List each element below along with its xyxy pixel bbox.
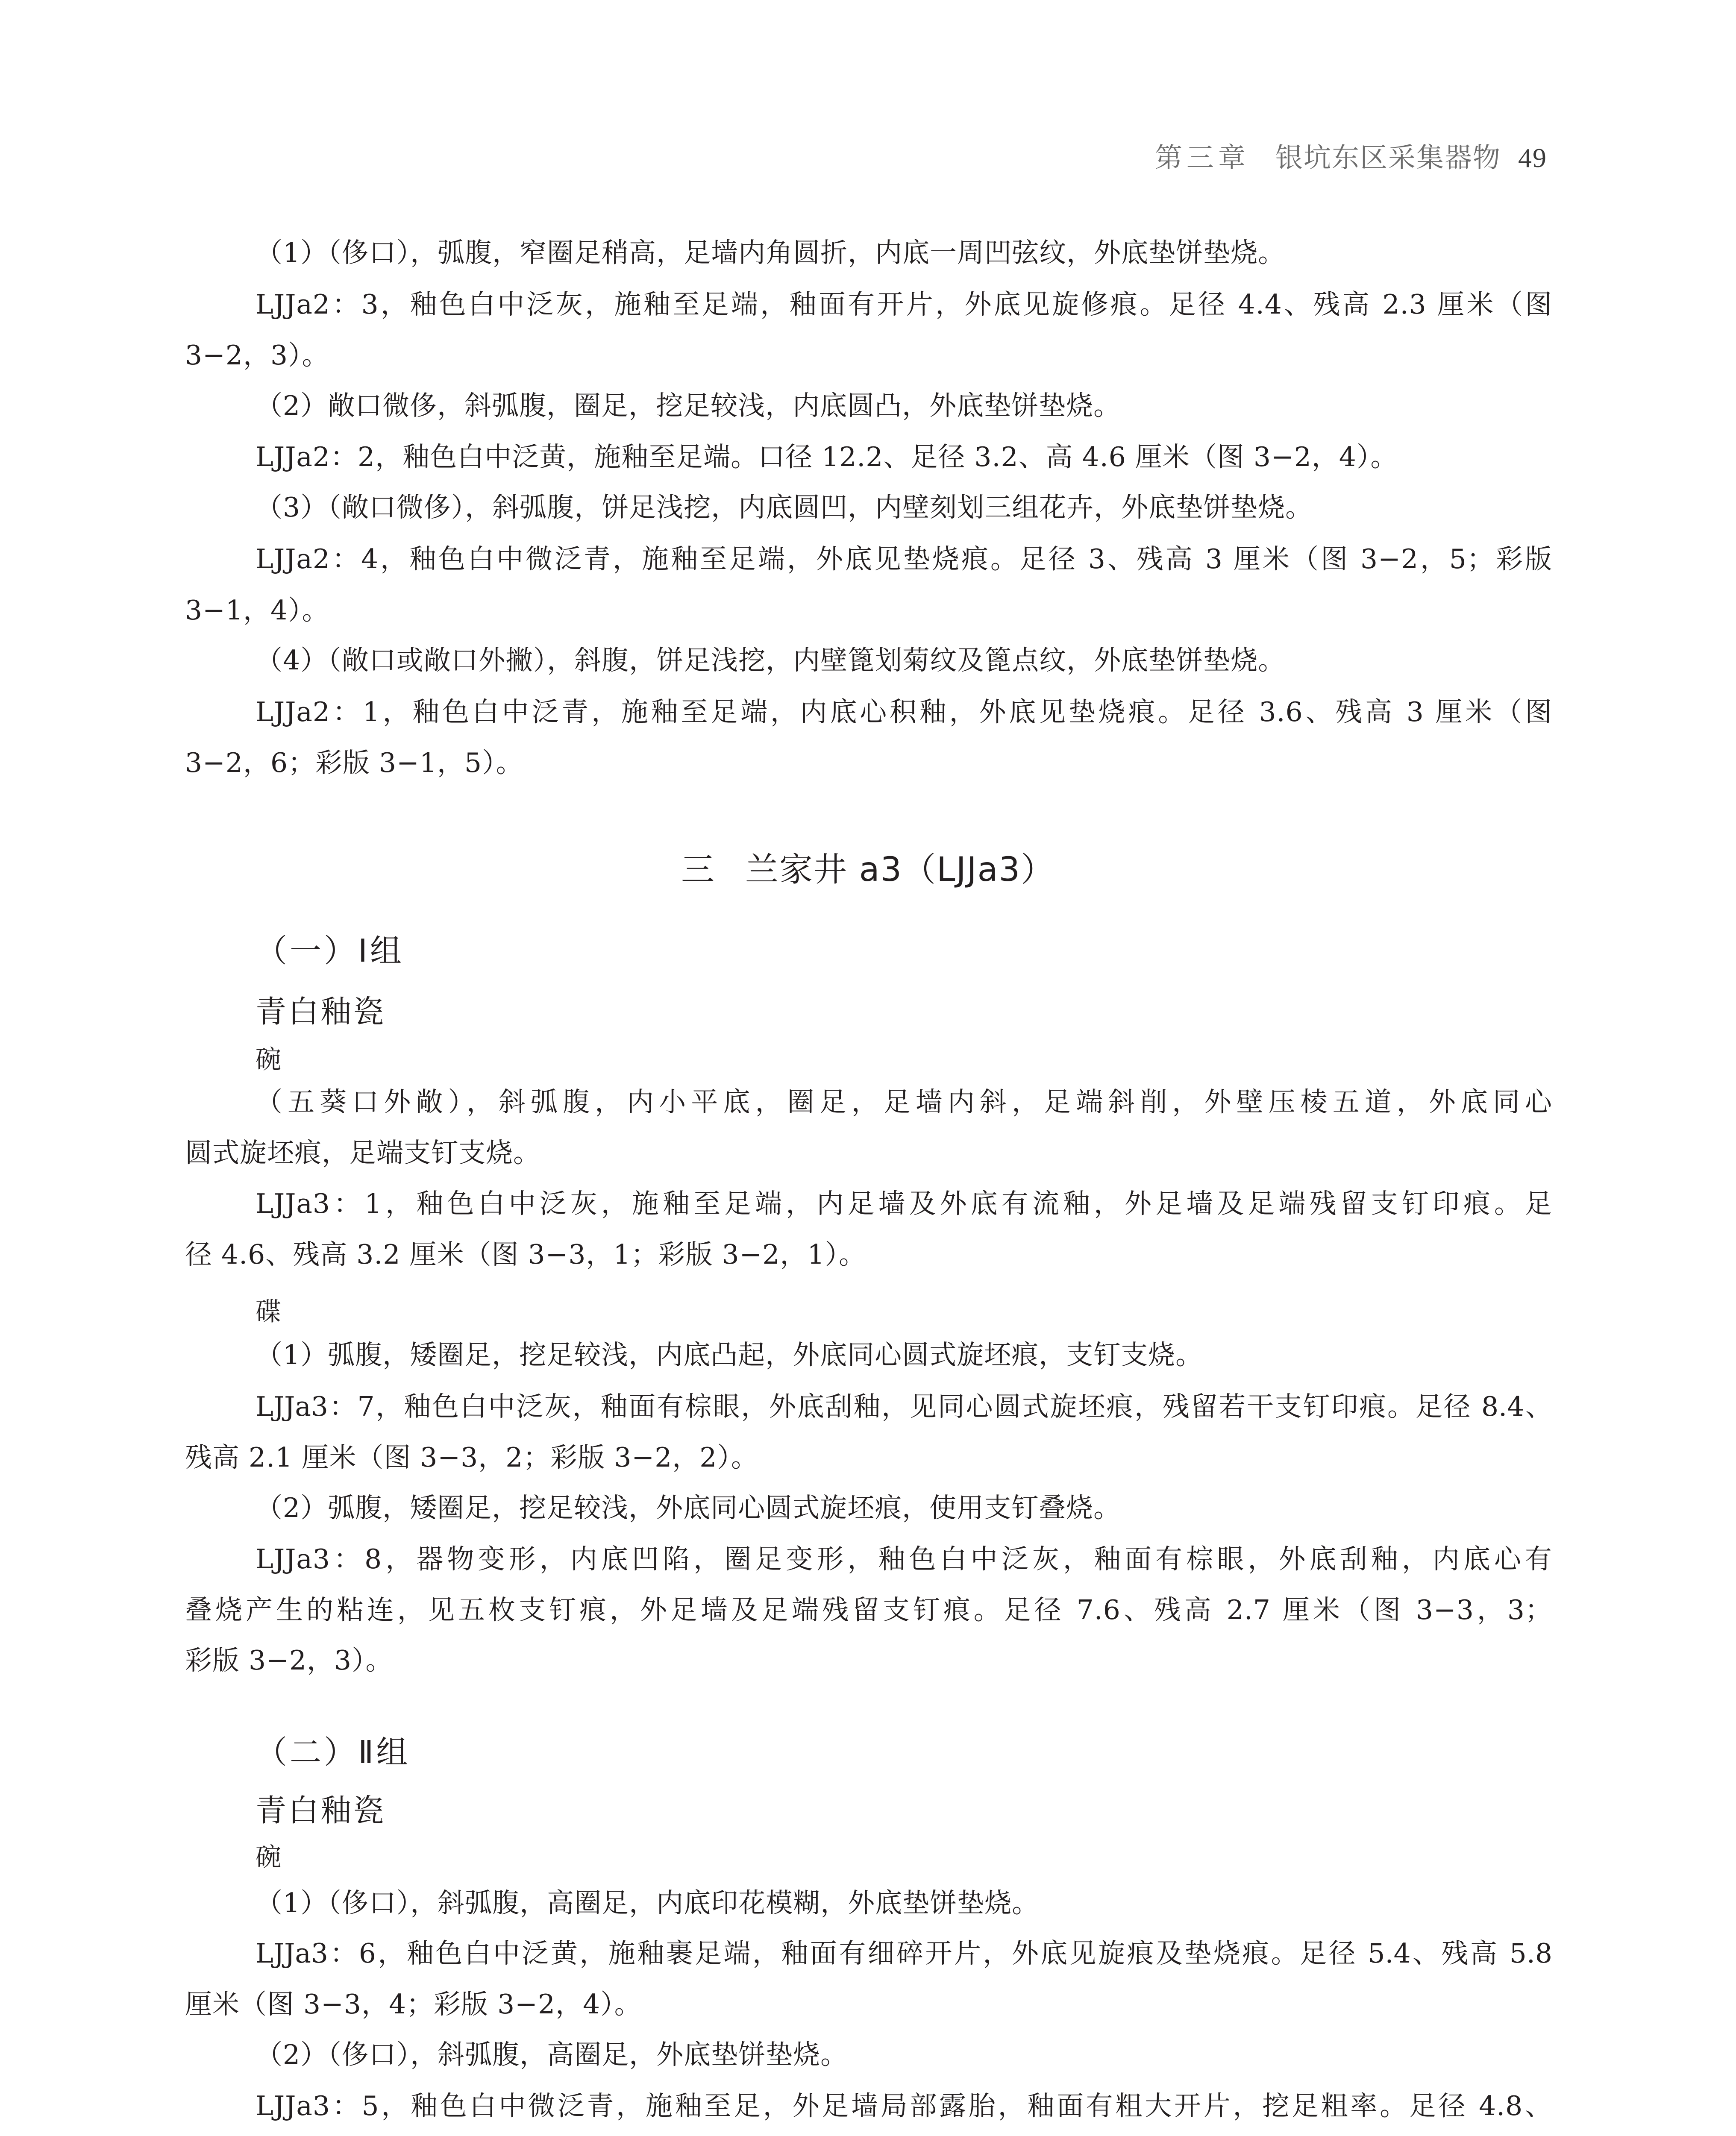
paragraph-line: LJJa3：7，釉色白中泛灰，釉面有棕眼，外底刮釉，见同心圆式旋坯痕，残留若干支钉印痕。足径 8.4、 bbox=[256, 1391, 1552, 1422]
category-heading: 青白釉瓷 bbox=[256, 994, 386, 1030]
section-number: 三 bbox=[681, 851, 715, 889]
vessel-type-label: 碗 bbox=[256, 1045, 281, 1075]
paragraph-line: （2）弧腹，矮圈足，挖足较浅，外底同心圆式旋坯痕，使用支钉叠烧。 bbox=[256, 1492, 1121, 1523]
vessel-type-label: 碟 bbox=[256, 1297, 281, 1327]
paragraph-line: 彩版 3−2，3）。 bbox=[185, 1645, 393, 1676]
section-title bbox=[0, 843, 1736, 891]
paragraph-line: （1）弧腹，矮圈足，挖足较浅，内底凸起，外底同心圆式旋坯痕，支钉支烧。 bbox=[256, 1339, 1203, 1370]
section-name: 兰家井 a3（LJJa3） bbox=[745, 851, 1055, 889]
chapter-label: 第三章 bbox=[1155, 142, 1250, 174]
running-header bbox=[1155, 136, 1547, 175]
category-heading: 青白釉瓷 bbox=[256, 1793, 386, 1828]
paragraph-line: LJJa2：4，釉色白中微泛青，施釉至足端，外底见垫烧痕。足径 3、残高 3 厘米（图 3−2，5；彩版 bbox=[256, 543, 1552, 575]
paragraph-line: LJJa3：1，釉色白中泛灰，施釉至足端，内足墙及外底有流釉，外足墙及足端残留支钉印痕。足 bbox=[256, 1188, 1552, 1219]
paragraph-line: （4）（敞口或敞口外撇），斜腹，饼足浅挖，内壁篦划菊纹及篦点纹，外底垫饼垫烧。 bbox=[256, 645, 1286, 676]
paragraph-line: LJJa2：3，釉色白中泛灰，施釉至足端，釉面有开片，外底见旋修痕。足径 4.4、残高 2.3 厘米（图 bbox=[256, 289, 1552, 320]
paragraph-line: LJJa3：8，器物变形，内底凹陷，圈足变形，釉色白中泛灰，釉面有棕眼，外底刮釉，内底心有 bbox=[256, 1543, 1552, 1575]
paragraph-line: 3−2，6；彩版 3−1，5）。 bbox=[185, 747, 523, 778]
paragraph-line: LJJa3：6，釉色白中泛黄，施釉裹足端，釉面有细碎开片，外底见旋痕及垫烧痕。足径 5.4、残高 5.8 bbox=[256, 1938, 1552, 1969]
paragraph-line: 叠烧产生的粘连，见五枚支钉痕，外足墙及足端残留支钉痕。足径 7.6、残高 2.7 厘米（图 3−3，3； bbox=[185, 1594, 1552, 1625]
group-heading: （二）Ⅱ组 bbox=[256, 1734, 411, 1771]
paragraph-line: LJJa2：1，釉色白中泛青，施釉至足端，内底心积釉，外底见垫烧痕。足径 3.6、残高 3 厘米（图 bbox=[256, 696, 1552, 728]
paragraph-line: （1）（侈口），斜弧腹，高圈足，内底印花模糊，外底垫饼垫烧。 bbox=[256, 1887, 1040, 1919]
paragraph-line: （2）敞口微侈，斜弧腹，圈足，挖足较浅，内底圆凸，外底垫饼垫烧。 bbox=[256, 390, 1121, 421]
paragraph-line: 厘米（图 3−3，4；彩版 3−2，4）。 bbox=[185, 1989, 642, 2020]
chapter-title: 银坑东区采集器物 bbox=[1275, 142, 1501, 174]
paragraph-line: LJJa3：5，釉色白中微泛青，施釉至足，外足墙局部露胎，釉面有粗大开片，挖足粗率。足径 4.8、 bbox=[256, 2090, 1552, 2121]
paragraph-line: 3−1，4）。 bbox=[185, 595, 329, 626]
paragraph-line: （2）（侈口），斜弧腹，高圈足，外底垫饼垫烧。 bbox=[256, 2039, 848, 2070]
paragraph-line: 径 4.6、残高 3.2 厘米（图 3−3，1；彩版 3−2，1）。 bbox=[185, 1239, 867, 1270]
paragraph-line: 圆式旋坯痕，足端支钉支烧。 bbox=[185, 1137, 540, 1168]
paragraph-line: 3−2，3）。 bbox=[185, 340, 329, 371]
group-heading: （一）Ⅰ组 bbox=[256, 933, 404, 969]
paragraph-line: LJJa2：2，釉色白中泛黄，施釉至足端。口径 12.2、足径 3.2、高 4.6 厘米（图 3−2，4）。 bbox=[256, 441, 1398, 472]
paragraph-line: （1）（侈口），弧腹，窄圈足稍高，足墙内角圆折，内底一周凹弦纹，外底垫饼垫烧。 bbox=[256, 237, 1286, 268]
paragraph-line: 残高 2.1 厘米（图 3−3，2；彩版 3−2，2）。 bbox=[185, 1442, 758, 1473]
vessel-type-label: 碗 bbox=[256, 1843, 281, 1872]
page-number: 49 bbox=[1518, 143, 1547, 173]
paragraph-line: （3）（敞口微侈），斜弧腹，饼足浅挖，内底圆凹，内壁刻划三组花卉，外底垫饼垫烧。 bbox=[256, 492, 1313, 523]
paragraph-line: （五葵口外敞），斜弧腹，内小平底，圈足，足墙内斜，足端斜削，外壁压棱五道，外底同心 bbox=[256, 1086, 1552, 1118]
